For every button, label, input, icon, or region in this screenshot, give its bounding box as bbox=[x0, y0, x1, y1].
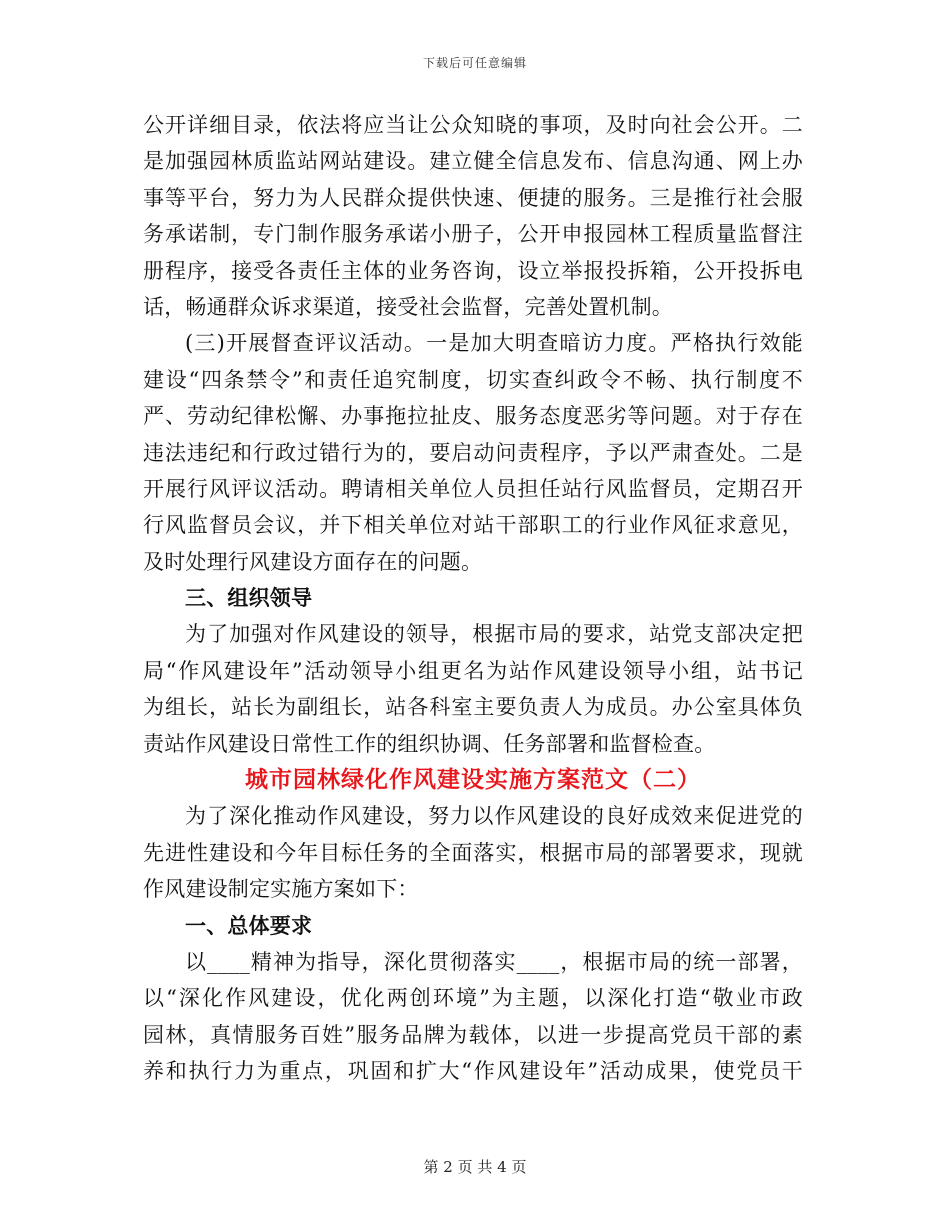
paragraph-line: 作风建设制定实施方案如下： bbox=[143, 877, 419, 902]
paragraph-line: 为组长，站长为副组长，站各科室主要负责人为成员。办公室具体负 bbox=[143, 695, 803, 720]
paragraph-line: (三)开展督查评议活动。一是加大明查暗访力度。严格执行效能 bbox=[185, 331, 803, 356]
section-heading: 三、组织领导 bbox=[185, 585, 313, 611]
paragraph-line: 违法违纪和行政过错行为的，要启动问责程序，予以严肃查处。二是 bbox=[143, 440, 803, 465]
paragraph-line: 为了深化推动作风建设，努力以作风建设的良好成效来促进党的 bbox=[185, 804, 803, 829]
paragraph-line: 先进性建设和今年目标任务的全面落实，根据市局的部署要求，现就 bbox=[143, 840, 803, 865]
paragraph-line: 及时处理行风建设方面存在的问题。 bbox=[143, 549, 483, 574]
paragraph-line: 责站作风建设日常性工作的组织协调、任务部署和监督检查。 bbox=[143, 731, 716, 756]
document-body bbox=[143, 107, 803, 1090]
paragraph-line: 事等平台，努力为人民群众提供快速、便捷的服务。三是推行社会服 bbox=[143, 185, 803, 210]
paragraph-line: 建设“四条禁令”和责任追究制度，切实查纠政令不畅、执行制度不 bbox=[143, 367, 803, 392]
paragraph-line: 开展行风评议活动。聘请相关单位人员担任站行风监督员，定期召开 bbox=[143, 476, 803, 501]
paragraph-line: 严、劳动纪律松懈、办事拖拉扯皮、服务态度恶劣等问题。对于存在 bbox=[143, 404, 803, 429]
paragraph-line: 为了加强对作风建设的领导，根据市局的要求，站党支部决定把 bbox=[185, 622, 803, 647]
paragraph-line: 是加强园林质监站网站建设。建立健全信息发布、信息沟通、网上办 bbox=[143, 149, 803, 174]
document-title: 城市园林绿化作风建设实施方案范文（二） bbox=[245, 766, 701, 794]
running-header: 下载后可任意编辑 bbox=[422, 56, 527, 70]
paragraph-line: 以“深化作风建设，优化两创环境”为主题，以深化打造“敬业市政 bbox=[143, 986, 803, 1011]
page-footer: 第 2 页 共 4 页 bbox=[423, 1158, 527, 1176]
section-heading: 一、总体要求 bbox=[185, 912, 313, 938]
paragraph-line: 养和执行力为重点，巩固和扩大“作风建设年”活动成果，使党员干 bbox=[143, 1059, 803, 1084]
paragraph-line: 话，畅通群众诉求渠道，接受社会监督，完善处置机制。 bbox=[143, 294, 673, 319]
paragraph-line: 以____精神为指导，深化贯彻落实____，根据市局的统一部署， bbox=[185, 949, 803, 974]
paragraph-line: 册程序，接受各责任主体的业务咨询，设立举报投拆箱，公开投拆电 bbox=[143, 258, 803, 283]
paragraph-line: 务承诺制，专门制作服务承诺小册子，公开申报园林工程质量监督注 bbox=[143, 222, 803, 247]
paragraph-line: 园林，真情服务百姓”服务品牌为载体，以进一步提高党员干部的素 bbox=[143, 1022, 803, 1047]
paragraph-line: 局“作风建设年”活动领导小组更名为站作风建设领导小组，站书记 bbox=[143, 658, 803, 683]
paragraph-line: 行风监督员会议，并下相关单位对站干部职工的行业作风征求意见， bbox=[143, 513, 803, 538]
paragraph-line: 公开详细目录，依法将应当让公众知晓的事项，及时向社会公开。二 bbox=[143, 113, 803, 137]
